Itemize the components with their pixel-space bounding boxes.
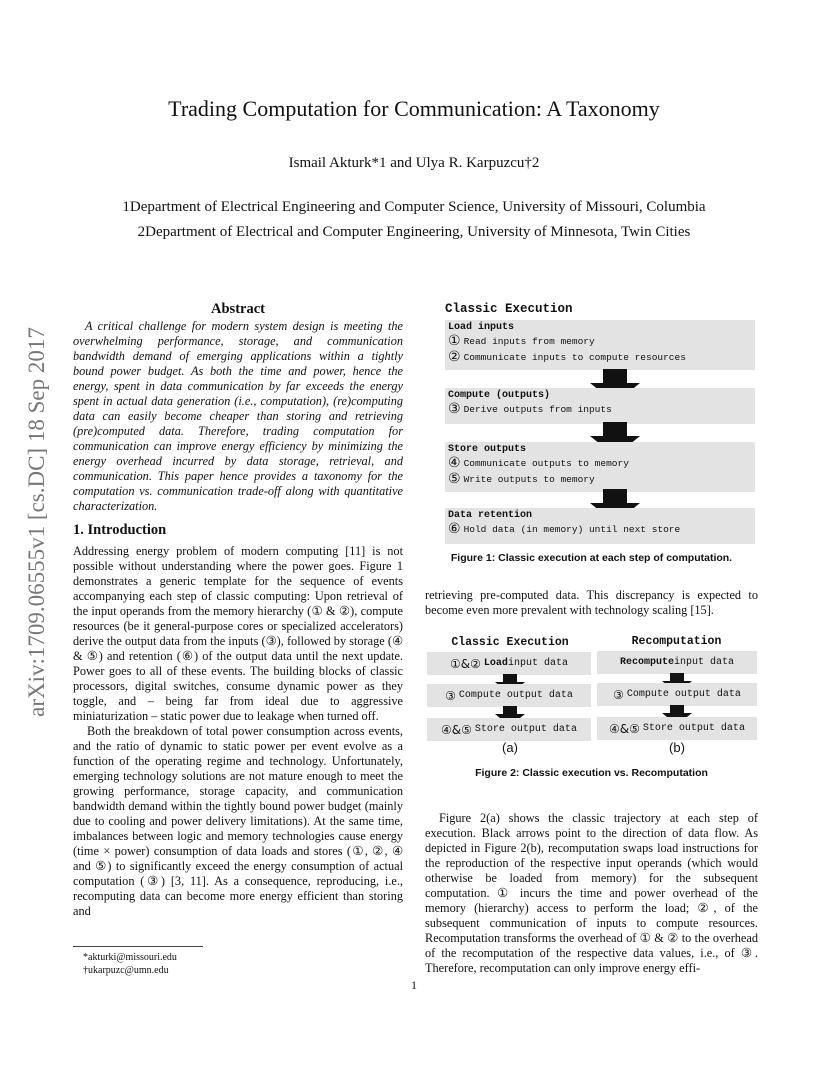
step-data-retention: Data retention ⑥ Hold data (in memory) until next store	[445, 508, 755, 544]
subfigure-b-label: (b)	[669, 740, 685, 755]
step-item: Communicate inputs to compute resources	[463, 351, 686, 363]
step-load-inputs: Load inputs ① Read inputs from memory ② Communicate inputs to compute resources	[445, 320, 755, 370]
left-column	[73, 302, 403, 919]
page-number: 1	[411, 978, 417, 992]
arxiv-sidebar	[22, 287, 52, 757]
right-paragraph-2: Figure 2(a) shows the classic trajectory at each step of execution. Black arrows point to the direction of data flow. As depicted in Figure 2(b), recomputation swaps load instructions for the reproduction of the respective input operands (which would otherwise be loaded from memory) for the subsequent computation. ① incurs the time and power overhead of the memory (hierarchy) access to perform the load; ②, of the subsequent communication of inputs to compute resources. Recomputation transforms the overhead of ① & ② to the overhead of the recomputation of the respective data values, i.e., of ③. Therefore, recomputation can only improve energy effi-	[425, 811, 758, 975]
footnote-1: *akturki@missouri.edu	[83, 952, 177, 963]
figure-2-right-title: Recomputation	[631, 635, 722, 648]
figure-2-left-title: Classic Execution	[451, 636, 569, 649]
affiliation-1: 1Department of Electrical Engineering and Computer Science, University of Missouri, Columbia	[122, 199, 706, 215]
arxiv-id: arXiv:1709.06555v1 [cs.DC] 18 Sep 2017	[24, 327, 49, 717]
step-item: Read inputs from memory	[463, 335, 595, 347]
subfigure-a-label: (a)	[502, 740, 518, 755]
figure-2-caption: Figure 2: Classic execution vs. Recomputation	[475, 767, 708, 779]
abstract-text: A critical challenge for modern system design is meeting the overwhelming performance, storage, and communication bandwidth demand of emerging applications within a tightly bound power budget. As both the time and power, hence the energy, spent in data communication by far exceeds the energy spent in actual data generation (i.e., computation), (re)computing data can easily become cheaper than storing and retrieving (pre)computed data. Therefore, trading computation for communication can improve energy efficiency by minimizing the energy overhead incurred by data storage, retrieval, and communication. This paper hence provides a taxonomy for the computation vs. communication trade-off along with quantitative characterization.	[73, 319, 403, 513]
figure-1-title: Classic Execution	[445, 302, 573, 316]
recompute-input-box: Recompute input data	[597, 651, 757, 674]
footnotes	[83, 951, 177, 977]
abstract-heading: Abstract	[211, 301, 265, 317]
step-item: Hold data (in memory) until next store	[463, 523, 681, 535]
classic-compute-box: ③ Compute output data	[427, 684, 591, 707]
step-header: Load inputs	[448, 322, 515, 333]
right-paragraph-1: retrieving pre-computed data. This discrepancy is expected to become even more prevalent with technology scaling [15].	[425, 588, 758, 617]
authors: Ismail Akturk*1 and Ulya R. Karpuzcu†2	[288, 155, 540, 171]
step-item: Derive outputs from inputs	[463, 403, 612, 415]
figure-1-caption: Figure 1: Classic execution at each step of computation.	[450, 552, 733, 564]
step-item: Communicate outputs to memory	[463, 457, 629, 469]
step-store-outputs: Store outputs ④ Communicate outputs to memory ⑤ Write outputs to memory	[445, 442, 755, 492]
introduction-heading: 1. Introduction	[73, 522, 167, 538]
classic-store-box: ④&⑤ Store output data	[427, 718, 591, 741]
classic-load-box: ①&② Load input data	[427, 652, 591, 675]
step-compute-outputs: Compute (outputs) ③ Derive outputs from inputs	[445, 388, 755, 424]
recompute-store-box: ④&⑤ Store output data	[597, 717, 757, 740]
footnote-rule	[73, 946, 203, 947]
intro-paragraph-1: Addressing energy problem of modern computing [11] is not possible without understanding where the power goes. Figure 1 demonstrates a generic template for the sequence of events accompanying each step of classic computing: Upon retrieval of the input operands from the memory hierarchy (① & ②), compute resources (be it general-purpose cores or specialized accelerators) derive the output data from the inputs (③), followed by storage (④ & ⑤) and retention (⑥) of the output data until the next update. Power goes to all of these events. The building blocks of classic processors, digital switches, consume dynamic power as they toggle, and – being far from ideal due to aggressive miniaturization – static power due to leakage when turned off.	[73, 544, 403, 723]
intro-paragraph-2: Both the breakdown of total power consumption across events, and the ratio of dynamic to static power per event evolve as a function of the operating regime and technology. Unfortunately, emerging technology solutions are not mature enough to meet the growing performance, storage capacity, and communication bandwidth demand within the tightly bound power budget (mainly due to cooling and power delivery limitations). At the same time, imbalances between logic and memory technologies cause energy (time × power) consumption of data loads and stores (①, ②, ④ and ⑤) to significantly exceed the energy consumption of actual computation (③) [3, 11]. As a consequence, reproducing, i.e., recomputing data can become more energy efficient than storing and	[73, 724, 403, 918]
footnote-2: †ukarpuzc@umn.edu	[83, 965, 169, 976]
figure-1	[445, 302, 755, 552]
recompute-compute-box: ③ Compute output data	[597, 683, 757, 706]
step-item: Write outputs to memory	[463, 473, 595, 485]
paper-title: Trading Computation for Communication: A Taxonomy	[168, 96, 660, 121]
affiliation-2: 2Department of Electrical and Computer Engineering, University of Minnesota, Twin Cities	[137, 224, 691, 240]
figure-2	[425, 634, 758, 754]
